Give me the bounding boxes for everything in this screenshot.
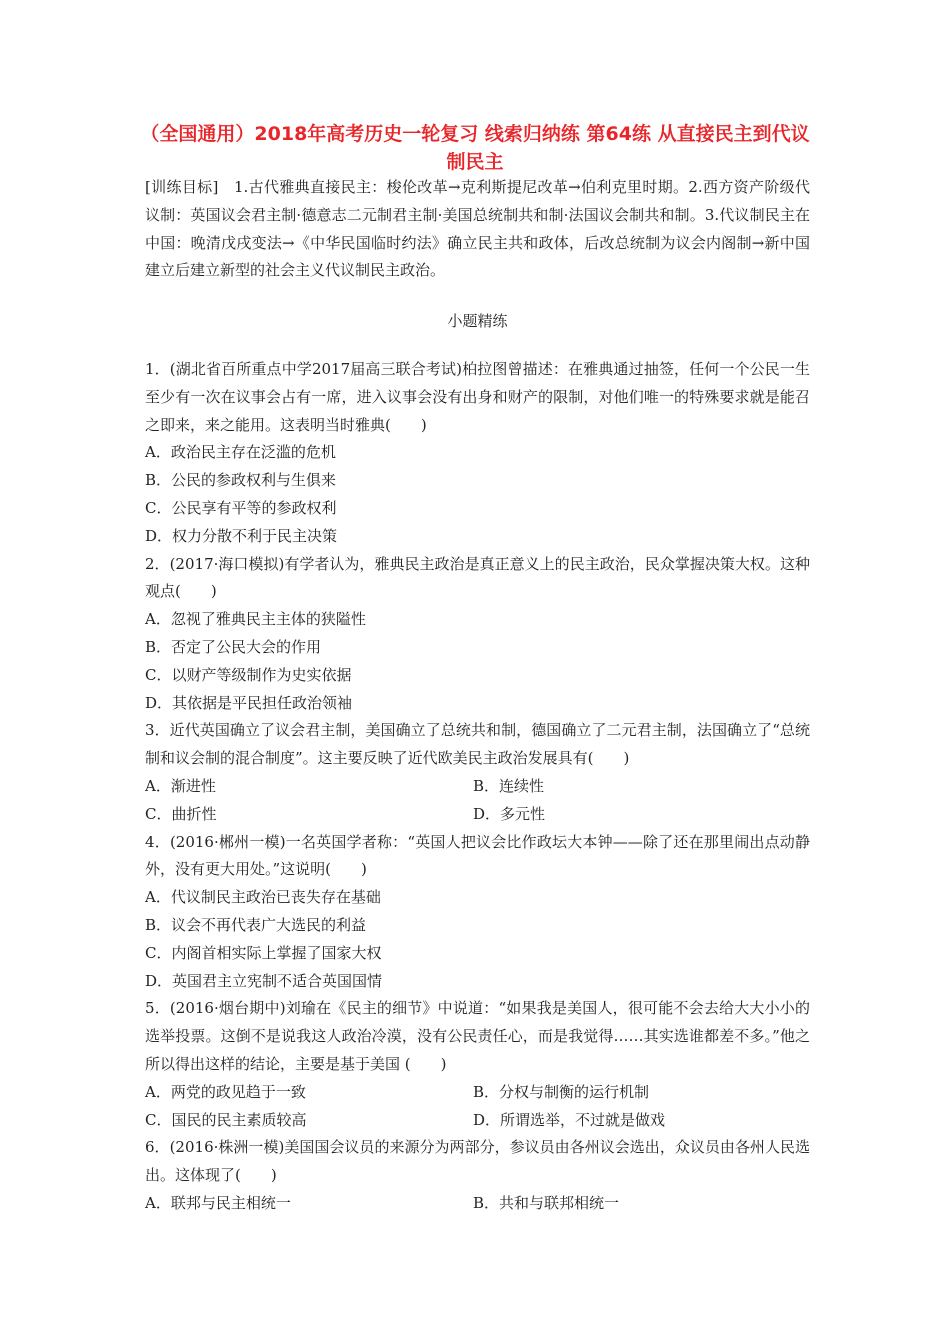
question-list — [145, 356, 810, 1218]
training-goal: [训练目标] 1.古代雅典直接民主：梭伦改革→克利斯提尼改革→伯利克里时期。2.西方资产阶级代议制：英国议会君主制·德意志二元制君主制·美国总统制共和制·法国议会制共和制。3.代议制民主在中国：晚清戊戌变法→《中华民国临时约法》确立民主共和政体，后改总统制为议会内阁制→新中国建立后建立新型的社会主义代议制民主政治。 — [145, 178, 810, 280]
question-item — [145, 995, 810, 1134]
question-stem: 5．(2016·烟台期中)刘瑜在《民主的细节》中说道：“如果我是美国人，很可能不会去给大大小小的选举投票。这倒不是说我这人政治冷漠，没有公民责任心，而是我觉得……其实选谁都差不多。”他之所以得出这样的结论，主要是基于美国 ( ) — [145, 999, 810, 1073]
question-stem: 4．(2016·郴州一模)一名英国学者称：“英国人把议会比作政坛大本钟——除了还在那里闹出点动静外，没有更大用处。”这说明( ) — [145, 832, 810, 879]
option-d: D．其依据是平民担任政治领袖 — [145, 693, 353, 712]
option-c: C．以财产等级制作为史实依据 — [145, 665, 352, 684]
question-stem: 3．近代英国确立了议会君主制，美国确立了总统共和制，德国确立了二元君主制，法国确立了“总统制和议会制的混合制度”。这主要反映了近代欧美民主政治发展具有( ) — [145, 721, 810, 768]
option-a: A．两党的政见趋于一致 — [145, 1082, 306, 1101]
question-item — [145, 551, 810, 718]
option-row — [145, 1190, 810, 1218]
question-item — [145, 717, 810, 828]
option-c: C．内阁首相实际上掌握了国家大权 — [145, 943, 382, 962]
option-row — [145, 801, 810, 829]
option-d: D．所谓选举，不过就是做戏 — [473, 1110, 666, 1129]
option-d: D．英国君主立宪制不适合英国国情 — [145, 971, 383, 990]
option-d: D．多元性 — [473, 804, 546, 823]
option-b: B．议会不再代表广大选民的利益 — [145, 915, 367, 934]
option-d: D．权力分散不利于民主决策 — [145, 526, 338, 545]
option-b: B．公民的参政权利与生俱来 — [145, 471, 337, 490]
option-a: A．忽视了雅典民主主体的狭隘性 — [145, 610, 366, 629]
question-stem: 2．(2017·海口模拟)有学者认为，雅典民主政治是真正意义上的民主政治，民众掌握决策大权。这种观点( ) — [145, 554, 810, 601]
option-row — [145, 1079, 810, 1107]
option-c: C．曲折性 — [145, 804, 217, 823]
question-item — [145, 829, 810, 996]
option-b: B．否定了公民大会的作用 — [145, 637, 322, 656]
option-a: A．代议制民主政治已丧失存在基础 — [145, 888, 381, 907]
question-item — [145, 356, 810, 551]
section-title: 小题精练 — [447, 312, 508, 330]
option-a: A．政治民主存在泛滥的危机 — [145, 443, 336, 462]
question-stem: 1．(湖北省百所重点中学2017届高三联合考试)柏拉图曾描述：在雅典通过抽签，任何一个公民一生至少有一次在议事会占有一席，进入议事会没有出身和财产的限制，对他们唯一的特殊要求就是能召之即来，来之能用。这表明当时雅典( ) — [145, 360, 810, 434]
option-c: C．公民享有平等的参政权利 — [145, 498, 337, 517]
option-b: B．连续性 — [473, 776, 545, 795]
option-b: B．共和与联邦相统一 — [473, 1193, 620, 1212]
option-row — [145, 1107, 810, 1135]
option-a: A．渐进性 — [145, 776, 216, 795]
document-title: （全国通用）2018年高考历史一轮复习 线索归纳练 第64练 从直接民主到代议制民主 — [140, 123, 810, 173]
question-stem: 6．(2016·株洲一模)美国国会议员的来源分为两部分，参议员由各州议会选出，众议员由各州人民选出。这体现了( ) — [145, 1138, 810, 1185]
question-item — [145, 1134, 810, 1217]
option-row — [145, 773, 810, 801]
option-c: C．国民的民主素质较高 — [145, 1110, 307, 1129]
option-a: A．联邦与民主相统一 — [145, 1193, 291, 1212]
option-b: B．分权与制衡的运行机制 — [473, 1082, 650, 1101]
